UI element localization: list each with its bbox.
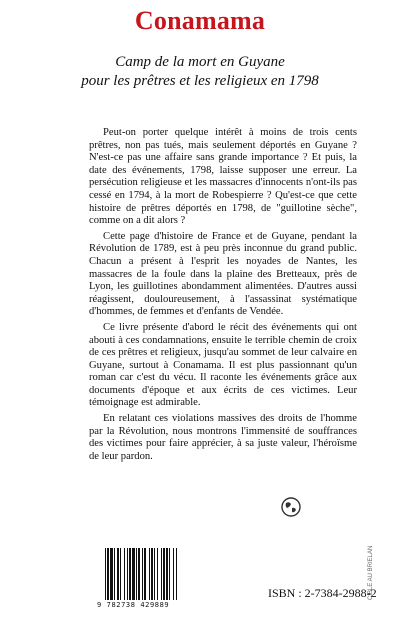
barcode-bar bbox=[105, 548, 106, 600]
barcode-bar bbox=[136, 548, 137, 600]
publisher-stamp: CIBLE AU BRIELAN bbox=[368, 545, 374, 600]
barcode-image bbox=[103, 548, 199, 602]
barcode-bar bbox=[120, 548, 121, 600]
barcode-digits: 9 782738 429889 bbox=[97, 601, 170, 609]
barcode-bar bbox=[117, 548, 119, 600]
barcode-bar bbox=[176, 548, 177, 600]
barcode-bar bbox=[169, 548, 170, 600]
blurb-paragraph-4: En relatant ces violations massives des droits de l'homme par la Révolution, nous montrons l'immensité de souffrances des victimes pour faire apprécier, à sa juste valeur, l'héroïsme de leur pardon. bbox=[89, 413, 357, 462]
barcode-bar bbox=[132, 548, 135, 600]
barcode-bar bbox=[114, 548, 115, 600]
book-title: Conamama bbox=[134, 6, 266, 35]
barcode-bar bbox=[151, 548, 153, 600]
barcode-bar bbox=[157, 548, 158, 600]
barcode-bar bbox=[144, 548, 146, 600]
barcode-bar bbox=[124, 548, 125, 600]
barcode-bar bbox=[138, 548, 140, 600]
isbn-label: ISBN : 2-7384-2988-2 bbox=[268, 586, 377, 600]
subtitle-line-1: Camp de la mort en Guyane bbox=[115, 54, 285, 70]
barcode-bar bbox=[149, 548, 150, 600]
barcode-bar bbox=[173, 548, 174, 600]
barcode-bar bbox=[129, 548, 131, 600]
globe-icon bbox=[281, 497, 301, 517]
barcode-bar bbox=[142, 548, 143, 600]
book-subtitle bbox=[0, 53, 400, 91]
blurb-paragraph-2: Cette page d'histoire de France et de Guyane, pendant la Révolution de 1789, est à peu près inconnue du grand public. Chacun a présent à l'esprit les noyades de Nantes, les massacres de la foule dans la plaine des Bretteaux, près de Lyon, les guillotines abondamment alimentées. D'autres aussi réagissent, douloureusement, à l'assassinat systématique d'hommes, de femmes et d'enfants de Vendée. bbox=[89, 230, 357, 318]
subtitle-line-2: pour les prêtres et les religieux en 1798 bbox=[81, 73, 319, 89]
blurb-paragraph-1: Peut-on porter quelque intérêt à moins de trois cents prêtres, non pas tués, mais seulement déportés en Guyane ? N'est-ce pas une affaire sans grande importance ? Et puis, la date des événements, 1798, laisse supposer une erreur. La persécution religieuse et les massacres d'innocents n'ont-ils pas cessé en 1794, à la mort de Robespierre ? Qu'est-ce que cette histoire de prêtres déportés en 1798, de "guillotine sèche", comme on a dit alors ? bbox=[89, 127, 357, 227]
blurb-text bbox=[89, 127, 357, 466]
barcode-bar bbox=[166, 548, 168, 600]
barcode-bar bbox=[127, 548, 128, 600]
barcode-bar bbox=[107, 548, 109, 600]
barcode-bar bbox=[154, 548, 155, 600]
barcode-bar bbox=[161, 548, 162, 600]
barcode-bar bbox=[163, 548, 165, 600]
blurb-paragraph-3: Ce livre présente d'abord le récit des événements qui ont abouti à ces condamnations, ensuite le terrible chemin de croix de ces prêtres et religieux, jusqu'au sommet de leur calvaire en Guyane, surtout à Conamama. Il est plus passionnant qu'un roman car c'est du vécu. Il raconte les événements grâce aux documents d'époque et aux écrits de ces victimes. Leur témoignage est admirable. bbox=[89, 321, 357, 409]
barcode-bar bbox=[110, 548, 113, 600]
